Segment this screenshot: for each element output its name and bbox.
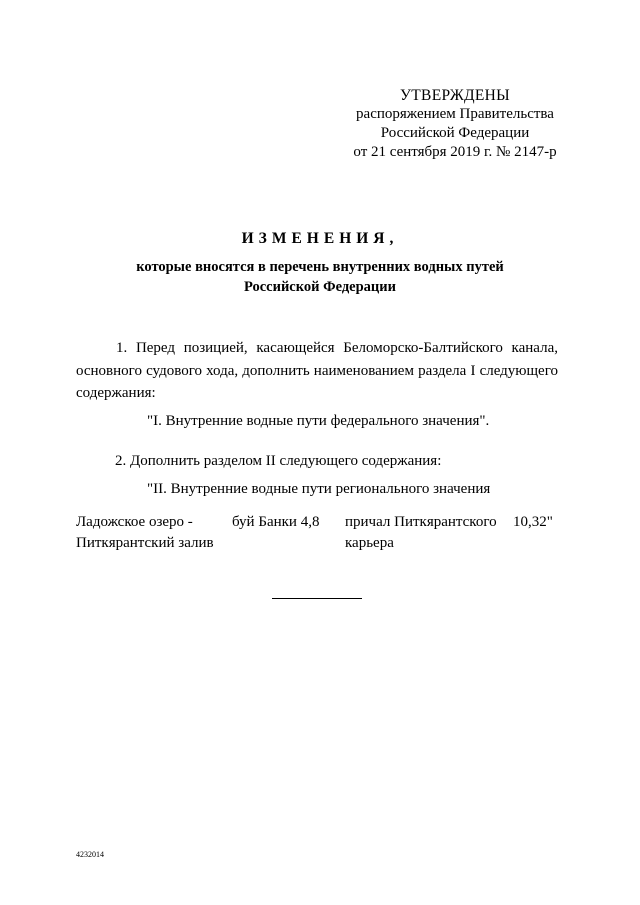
waterway-name-line-2: Питкярантский залив <box>76 535 214 551</box>
table-cell-length <box>513 512 553 533</box>
document-subtitle <box>60 257 580 297</box>
waterway-name-line-1: Ладожское озеро - <box>76 514 193 530</box>
approval-line-2: Российской Федерации <box>380 125 530 141</box>
waterway-length: 10,32" <box>513 514 553 530</box>
waterway-to-line-2: карьера <box>345 535 394 551</box>
table-cell-to <box>345 512 497 554</box>
paragraph-2: 2. Дополнить разделом II следующего содержания: <box>115 453 442 469</box>
document-title: ИЗМЕНЕНИЯ, <box>241 230 399 247</box>
subtitle-line-1: которые вносятся в перечень внутренних водных путей <box>136 259 504 275</box>
table-cell-waterway-name <box>76 512 214 554</box>
end-divider <box>272 598 362 599</box>
approval-date-line: от 21 сентября 2019 г. № 2147-р <box>353 144 557 160</box>
section-2-heading: "II. Внутренние водные пути регионального значения <box>147 481 491 497</box>
paragraph-1: 1. Перед позицией, касающейся Беломорско-Балтийского канала, основного судового хода, дополнить наименованием раздела I следующего содержания: <box>76 340 558 401</box>
waterway-from: буй Банки 4,8 <box>232 514 320 530</box>
table-cell-from <box>232 512 319 533</box>
approval-block <box>330 86 580 162</box>
approval-line-1: распоряжением Правительства <box>356 106 554 122</box>
waterway-to-line-1: причал Питкярантского <box>345 514 497 530</box>
footer-document-code: 4232014 <box>76 850 104 859</box>
section-1-quote: "I. Внутренние водные пути федерального значения". <box>147 413 490 429</box>
subtitle-line-2: Российской Федерации <box>243 279 396 295</box>
approval-heading: УТВЕРЖДЕНЫ <box>400 87 510 104</box>
